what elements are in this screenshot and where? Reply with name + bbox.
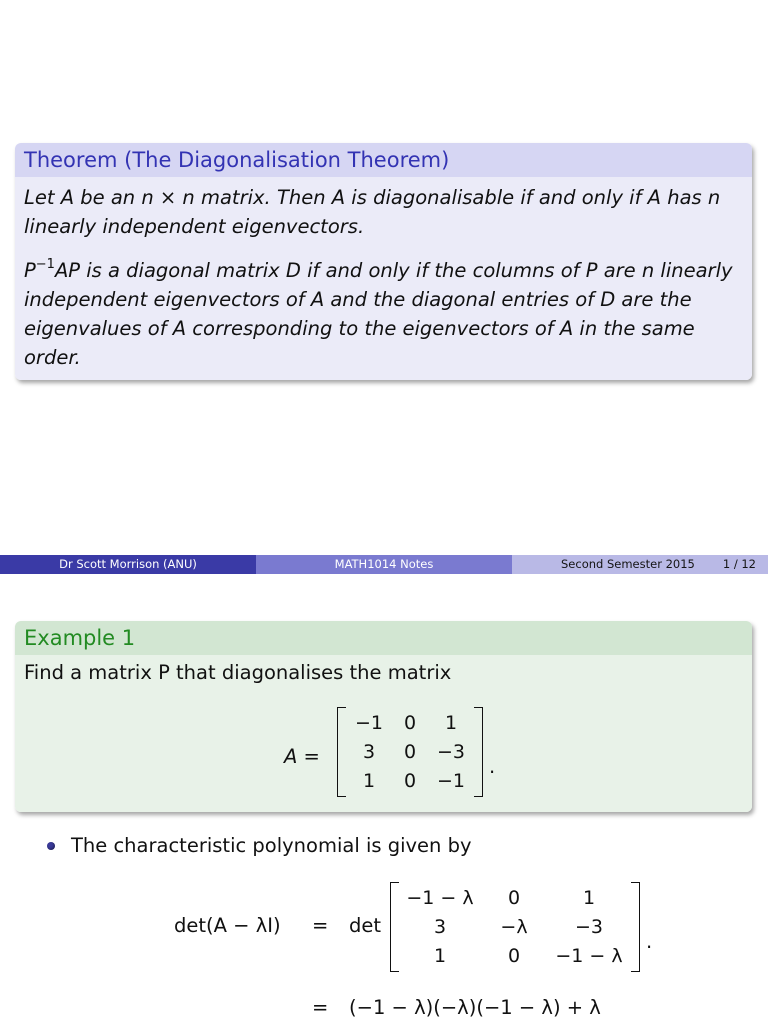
eq-matrix-left-bracket xyxy=(390,882,399,972)
matrix-cell: 1 xyxy=(444,711,458,734)
footer-course: MATH1014 Notes xyxy=(256,555,512,574)
matrix-cell: −1 − λ xyxy=(406,886,474,909)
matrix-cell: 0 xyxy=(403,711,417,734)
theorem-para2-rest: AP is a diagonal matrix D if and only if the columns of P are n linearly xyxy=(54,259,733,282)
footer-semester: Second Semester 2015 xyxy=(561,557,695,571)
theorem-body xyxy=(15,177,752,380)
theorem-para2-line1 xyxy=(24,256,743,285)
matrix-right-bracket xyxy=(474,707,483,797)
theorem-title: Theorem (The Diagonalisation Theorem) xyxy=(15,143,752,177)
equation-matrix xyxy=(390,882,652,972)
example-title: Example 1 xyxy=(15,621,752,655)
matrix-cell: 3 xyxy=(433,915,447,938)
theorem-para1-line1: Let A be an n × n matrix. Then A is diagonalisable if and only if A has n xyxy=(24,186,721,209)
equation-det-label: det xyxy=(349,914,382,937)
equation-equals-2: = xyxy=(312,996,329,1019)
theorem-p-symbol: P xyxy=(24,259,36,282)
slide-footer xyxy=(0,555,768,574)
matrix-cell: 0 xyxy=(507,944,521,967)
equation-lhs: det(A − λI) xyxy=(174,914,281,937)
example-period: . xyxy=(489,754,496,778)
theorem-inverse-sup: −1 xyxy=(35,256,55,272)
example-lhs: A = xyxy=(284,745,320,768)
equation-matrix-grid xyxy=(399,884,631,971)
matrix-cell: 3 xyxy=(362,740,376,763)
matrix-cell: 1 xyxy=(362,769,376,792)
matrix-left-bracket xyxy=(337,707,346,797)
example-matrix-grid xyxy=(346,709,474,796)
equation-equals-1: = xyxy=(312,914,329,937)
matrix-cell: −1 xyxy=(354,711,383,734)
example-body xyxy=(15,655,752,812)
bullet-text: The characteristic polynomial is given by xyxy=(71,834,472,857)
matrix-cell: 0 xyxy=(507,886,521,909)
example-matrix xyxy=(337,707,495,797)
matrix-cell: 1 xyxy=(433,944,447,967)
example-prompt: Find a matrix P that diagonalises the matrix xyxy=(24,661,452,684)
matrix-cell: −λ xyxy=(500,915,528,938)
matrix-cell: −1 − λ xyxy=(555,944,623,967)
equation-period: . xyxy=(646,929,653,953)
theorem-para2-line3: eigenvalues of A corresponding to the eigenvectors of A in the same order. xyxy=(24,317,695,369)
footer-page-number: 1 / 12 xyxy=(722,557,756,571)
footer-author: Dr Scott Morrison (ANU) xyxy=(0,555,256,574)
bullet-item xyxy=(47,834,472,857)
equation-rhs-expansion: (−1 − λ)(−λ)(−1 − λ) + λ xyxy=(349,996,601,1019)
matrix-cell: −3 xyxy=(574,915,603,938)
theorem-block xyxy=(15,143,752,380)
theorem-para2-line2: independent eigenvectors of A and the diagonal entries of D are the xyxy=(24,288,692,311)
matrix-cell: 0 xyxy=(403,740,417,763)
theorem-para1-line2: linearly independent eigenvectors. xyxy=(24,215,365,238)
matrix-cell: −3 xyxy=(436,740,465,763)
matrix-cell: 0 xyxy=(403,769,417,792)
eq-matrix-right-bracket xyxy=(631,882,640,972)
matrix-cell: −1 xyxy=(436,769,465,792)
example-block xyxy=(15,621,752,812)
footer-right xyxy=(512,555,768,574)
matrix-cell: 1 xyxy=(582,886,596,909)
bullet-dot-icon xyxy=(47,842,55,850)
